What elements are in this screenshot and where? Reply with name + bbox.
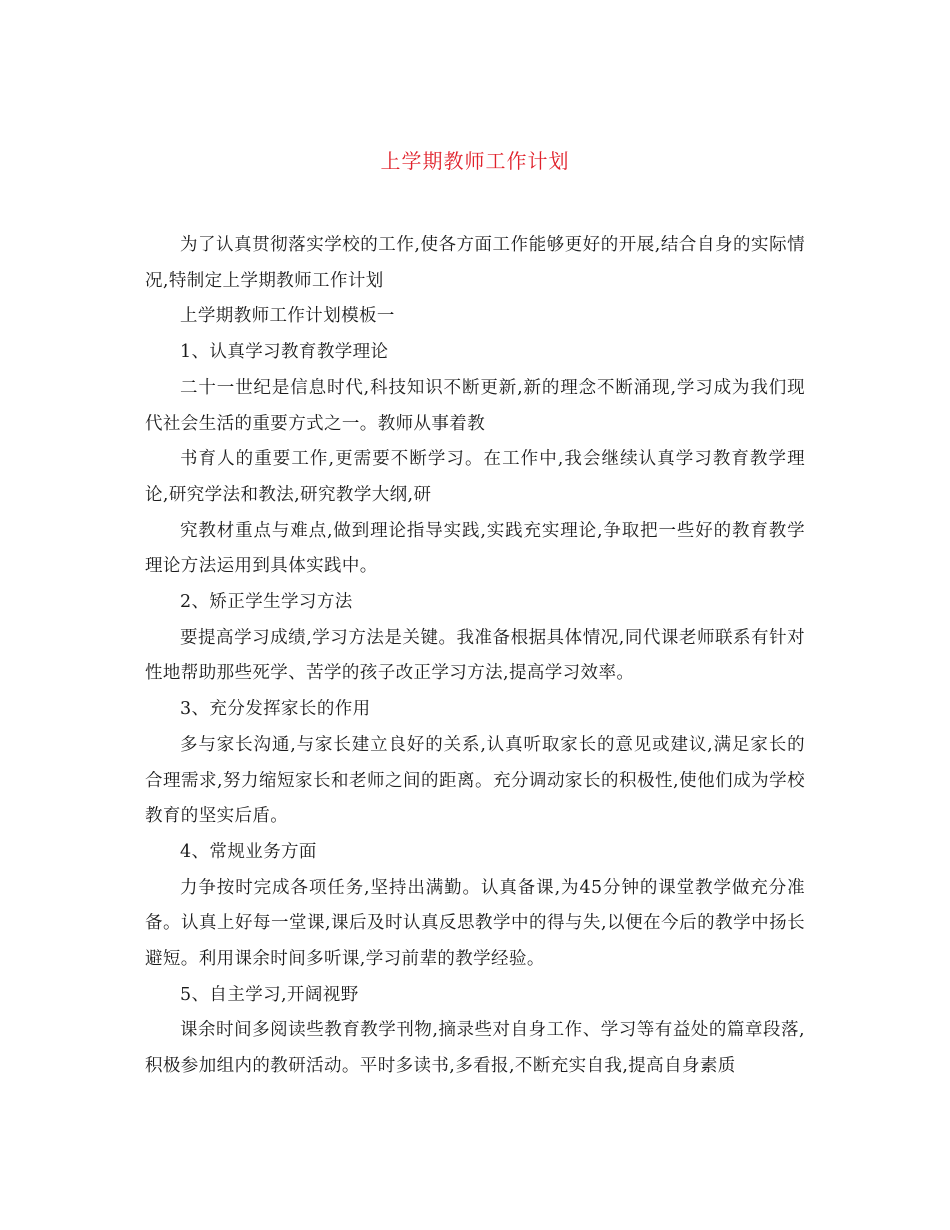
paragraph: 力争按时完成各项任务,坚持出满勤。认真备课,为45分钟的课堂教学做充分准备。认真上好每一堂课,课后及时认真反思教学中的得与失,以便在今后的教学中扬长避短。利用课余时间多听课,学习前辈的教学经验。 xyxy=(145,877,805,970)
section-heading-5: 5、自主学习,开阔视野 xyxy=(180,984,359,1005)
paragraph: 二十一世纪是信息时代,科技知识不断更新,新的理念不断涌现,学习成为我们现代社会生活的重要方式之一。教师从事着教 xyxy=(145,377,805,434)
paragraph-intro: 为了认真贯彻落实学校的工作,使各方面工作能够更好的开展,结合自身的实际情况,特制定上学期教师工作计划 xyxy=(145,235,805,291)
paragraph: 书育人的重要工作,更需要不断学习。在工作中,我会继续认真学习教育教学理论,研究学法和教法,研究教学大纲,研 xyxy=(145,449,805,505)
paragraph: 究教材重点与难点,做到理论指导实践,实践充实理论,争取把一些好的教育教学理论方法运用到具体实践中。 xyxy=(145,520,805,577)
paragraph: 课余时间多阅读些教育教学刊物,摘录些对自身工作、学习等有益处的篇章段落,积极参加组内的教研活动。平时多读书,多看报,不断充实自我,提高自身素质 xyxy=(145,1020,805,1077)
section-heading-4: 4、常规业务方面 xyxy=(180,841,317,862)
section-heading-1: 1、认真学习教育教学理论 xyxy=(180,342,389,363)
document-title: 上学期教师工作计划 xyxy=(380,149,570,173)
paragraph: 要提高学习成绩,学习方法是关键。我准备根据具体情况,同代课老师联系有针对性地帮助那些死学、苦学的孩子改正学习方法,提高学习效率。 xyxy=(145,627,805,684)
section-heading-2: 2、矫正学生学习方法 xyxy=(180,592,353,613)
document-body xyxy=(145,228,805,1085)
section-heading-template: 上学期教师工作计划模板一 xyxy=(180,306,395,327)
paragraph: 多与家长沟通,与家长建立良好的关系,认真听取家长的意见或建议,满足家长的合理需求,努力缩短家长和老师之间的距离。充分调动家长的积极性,使他们成为学校教育的坚实后盾。 xyxy=(145,734,805,827)
section-heading-3: 3、充分发挥家长的作用 xyxy=(180,699,371,720)
